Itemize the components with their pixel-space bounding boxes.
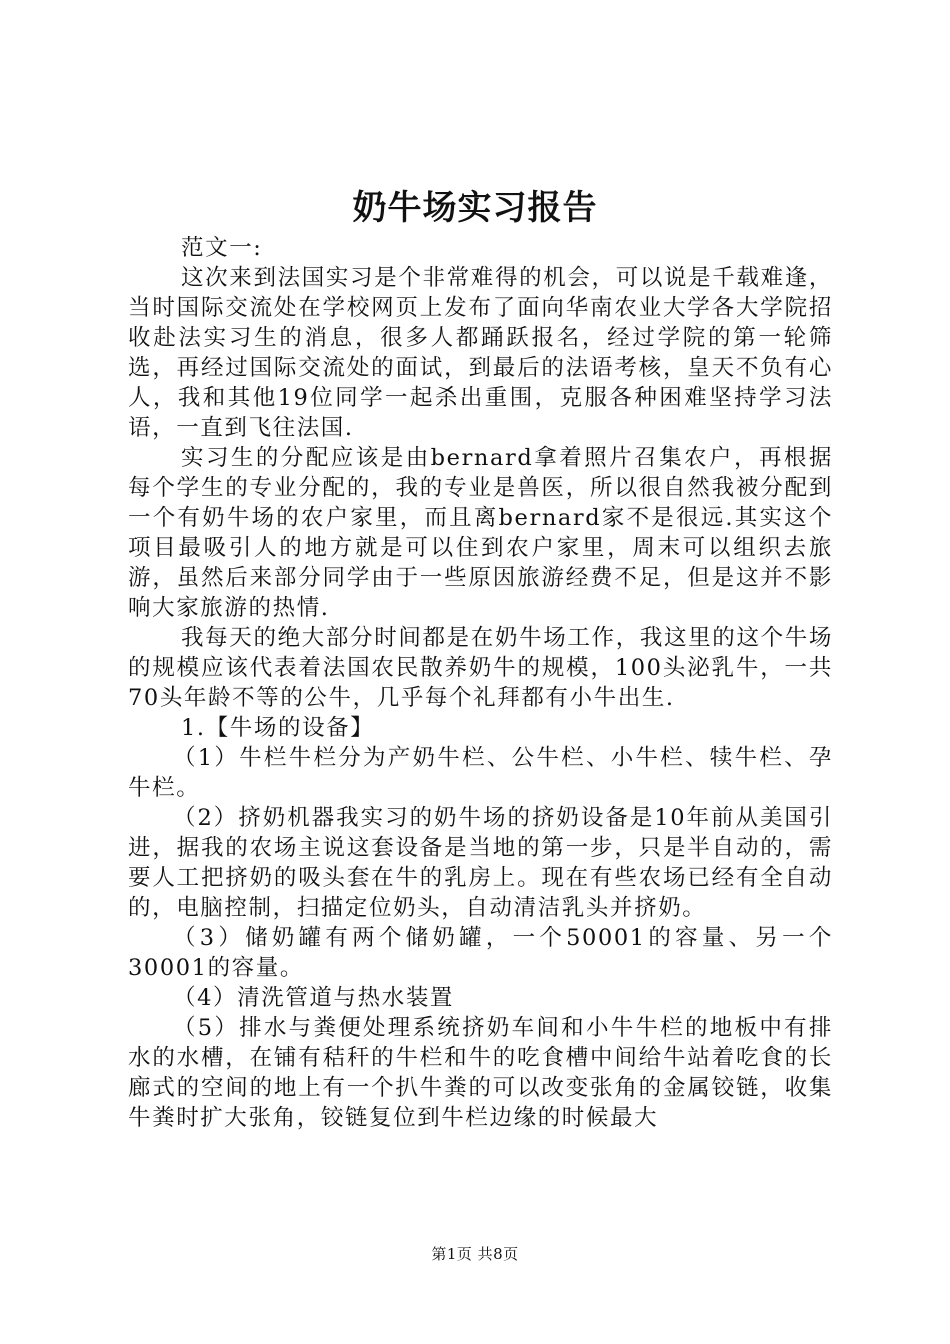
page-footer: 第1页 共8页 <box>431 1245 519 1263</box>
document-title: 奶牛场实习报告 <box>352 188 598 228</box>
list-item: （1）牛栏牛栏分为产奶牛栏、公牛栏、小牛栏、犊牛栏、孕牛栏。 <box>128 745 833 801</box>
list-item: （2）挤奶机器我实习的奶牛场的挤奶设备是10年前从美国引进，据我的农场主说这套设备是当地的第一步，只是半自动的，需要人工把挤奶的吸头套在牛的乳房上。现在有些农场已经有全自动的，电脑控制，扫描定位奶头，自动清洁乳头并挤奶。 <box>128 805 833 921</box>
document-body <box>128 233 833 1133</box>
list-item: （3）储奶罐有两个储奶罐，一个50001的容量、另一个30001的容量。 <box>128 925 833 981</box>
list-item: （4）清洗管道与热水装置 <box>173 985 455 1011</box>
section-heading: 1.【牛场的设备】 <box>181 715 375 741</box>
paragraph: 这次来到法国实习是个非常难得的机会，可以说是千载难逢，当时国际交流处在学校网页上发布了面向华南农业大学各大学院招收赴法实习生的消息，很多人都踊跃报名，经过学院的第一轮筛选，再经过国际交流处的面试，到最后的法语考核，皇天不负有心人，我和其他19位同学一起杀出重围，克服各种困难坚持学习法语，一直到飞往法国. <box>128 265 833 441</box>
list-item: （5）排水与粪便处理系统挤奶车间和小牛牛栏的地板中有排水的水槽，在铺有秸秆的牛栏和牛的吃食槽中间给牛站着吃食的长廊式的空间的地上有一个扒牛粪的可以改变张角的金属铰链，收集牛粪时扩大张角，铰链复位到牛栏边缘的时候最大 <box>128 1015 833 1131</box>
paragraph-label: 范文一: <box>181 235 263 261</box>
paragraph: 实习生的分配应该是由bernard拿着照片召集农户，再根据每个学生的专业分配的，我的专业是兽医，所以很自然我被分配到一个有奶牛场的农户家里，而且离bernard家不是很远.其实这个项目最吸引人的地方就是可以住到农户家里，周末可以组织去旅游，虽然后来部分同学由于一些原因旅游经费不足，但是这并不影响大家旅游的热情. <box>128 445 833 621</box>
paragraph: 我每天的绝大部分时间都是在奶牛场工作，我这里的这个牛场的规模应该代表着法国农民散养奶牛的规模，100头泌乳牛，一共70头年龄不等的公牛，几乎每个礼拜都有小牛出生. <box>128 625 833 711</box>
